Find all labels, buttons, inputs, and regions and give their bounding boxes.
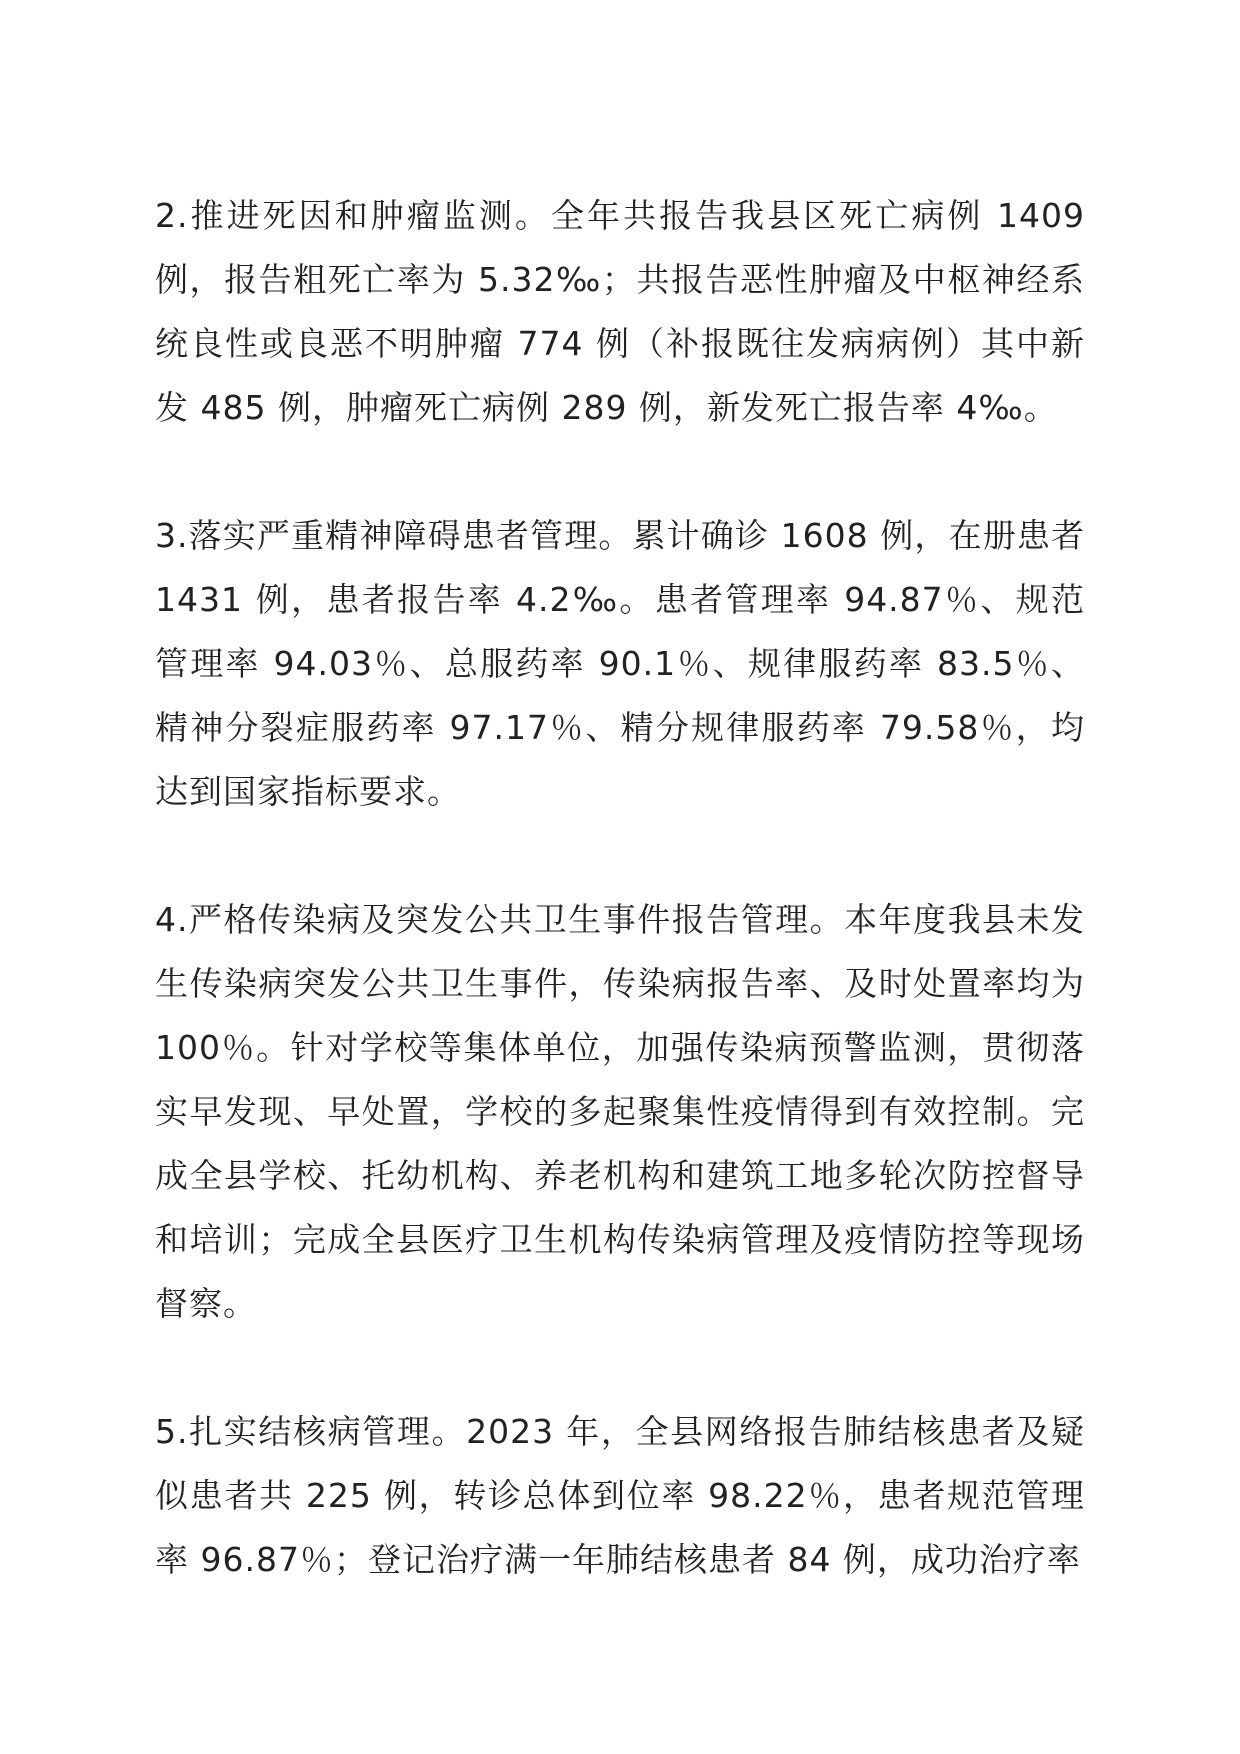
document-body [155,184,1085,1592]
paragraph-tuberculosis-management: 5.扎实结核病管理。2023 年，全县网络报告肺结核患者及疑似患者共 225 例，转诊总体到位率 98.22％，患者规范管理率 96.87％；登记治疗满一年肺结核患者 84 例，成功治疗率 [155,1412,1085,1579]
paragraph-infectious-disease-reporting: 4.严格传染病及突发公共卫生事件报告管理。本年度我县未发生传染病突发公共卫生事件，传染病报告率、及时处置率均为 100％。针对学校等集体单位，加强传染病预警监测，贯彻落实早发现、早处置，学校的多起聚集性疫情得到有效控制。完成全县学校、托幼机构、养老机构和建筑工地多轮次防控督导和培训；完成全县医疗卫生机构传染病管理及疫情防控等现场督察。 [155,900,1085,1323]
paragraph-mental-disorder-management: 3.落实严重精神障碍患者管理。累计确诊 1608 例，在册患者 1431 例，患者报告率 4.2‰。患者管理率 94.87％、规范管理率 94.03％、总服药率 90.1％、规律服药率 83.5％、精神分裂症服药率 97.17％、精分规律服药率 79.58％，均达到国家指标要求。 [155,516,1085,811]
paragraph-death-tumor-monitoring: 2.推进死因和肿瘤监测。全年共报告我县区死亡病例 1409 例，报告粗死亡率为 5.32‰；共报告恶性肿瘤及中枢神经系统良性或良恶不明肿瘤 774 例（补报既往发病病例）其中新发 485 例，肿瘤死亡病例 289 例，新发死亡报告率 4‰。 [155,196,1085,427]
